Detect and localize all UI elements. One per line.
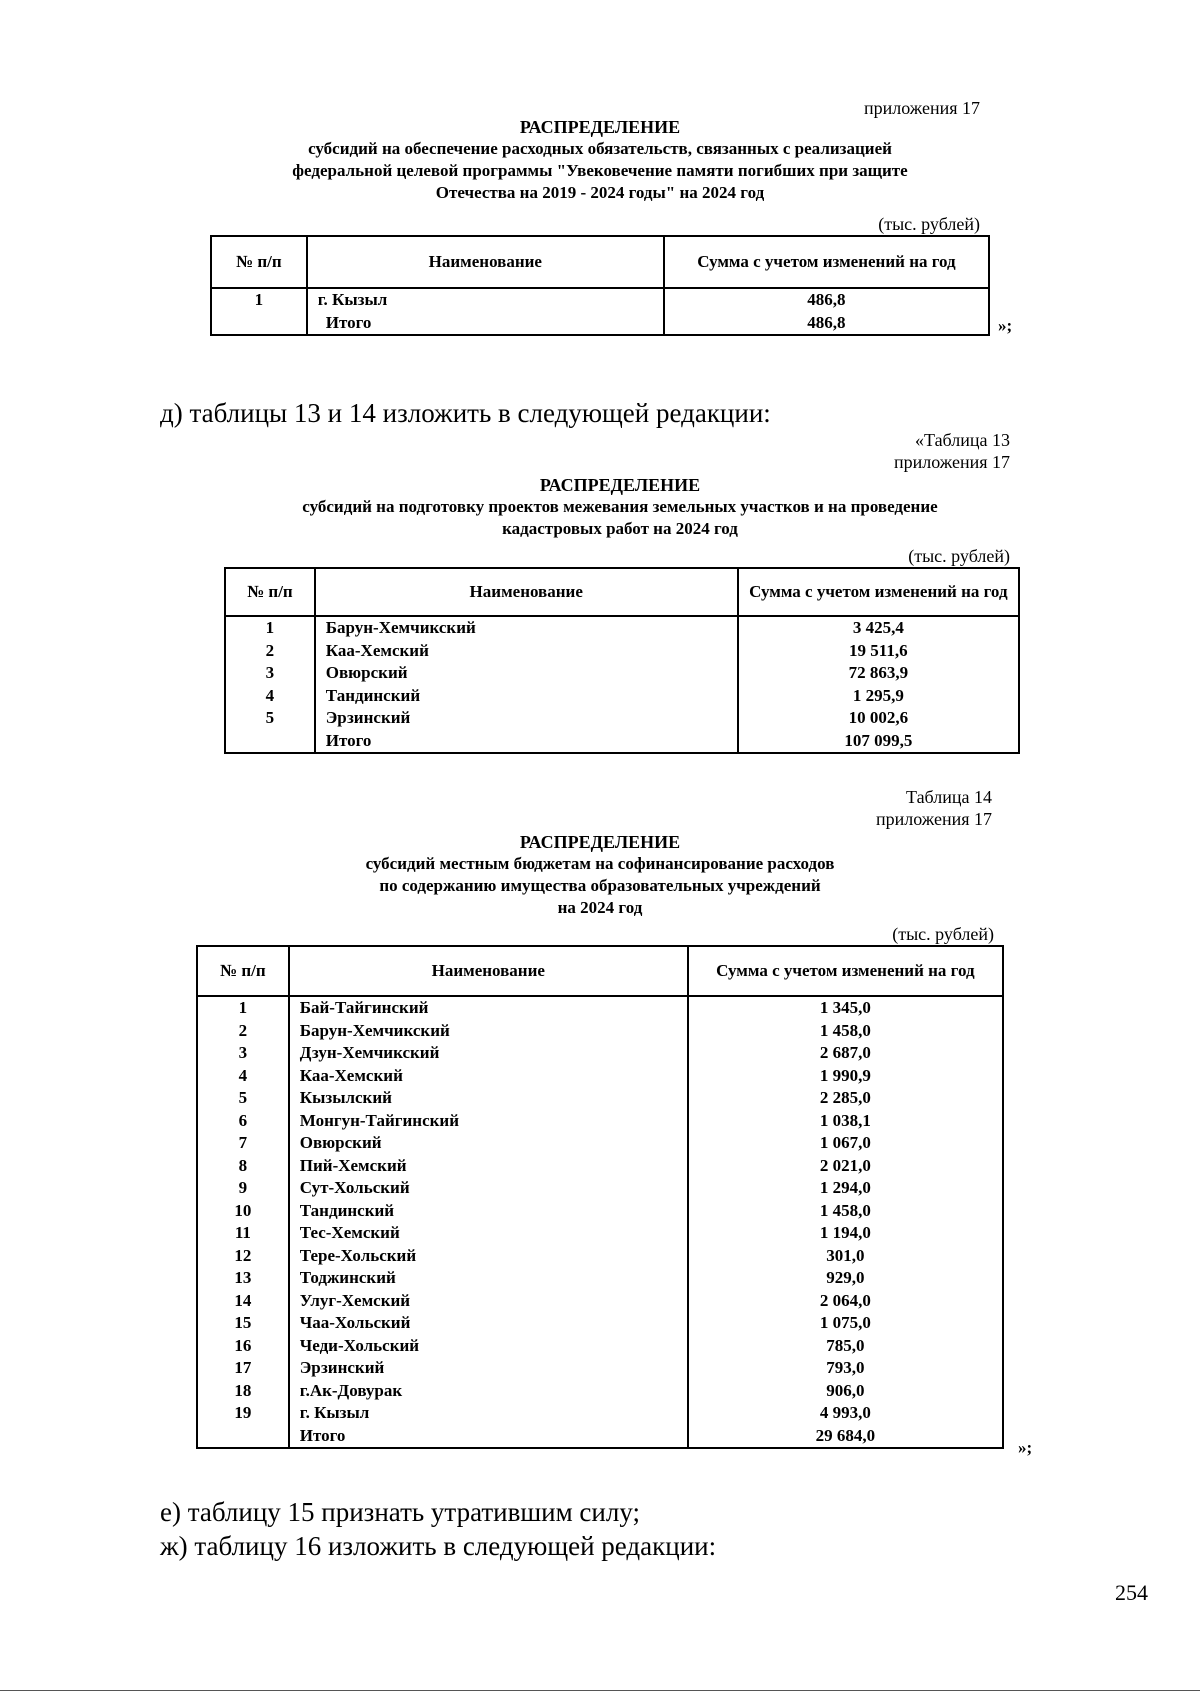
table-row — [197, 1065, 1003, 1088]
row-sum: 2 021,0 — [688, 1155, 1003, 1178]
table12-closing-quote: »; — [998, 316, 1013, 335]
row-sum: 785,0 — [688, 1335, 1003, 1358]
row-sum: 4 993,0 — [688, 1402, 1003, 1425]
table12-unit: (тыс. рублей) — [878, 214, 980, 234]
total-sum: 107 099,5 — [738, 730, 1019, 754]
row-sum: 1 295,9 — [738, 685, 1019, 708]
row-name: Тандинский — [289, 1200, 688, 1223]
table12-subtitle-line: субсидий на обеспечение расходных обязательств, связанных с реализацией — [308, 139, 892, 158]
row-name: Сут-Хольский — [289, 1177, 688, 1200]
table13 — [224, 567, 1020, 754]
paragraph-zh: ж) таблицу 16 изложить в следующей редакции: — [160, 1531, 717, 1561]
row-num: 14 — [197, 1290, 289, 1313]
row-name: Тандинский — [315, 685, 738, 708]
row-sum: 793,0 — [688, 1357, 1003, 1380]
row-num: 18 — [197, 1380, 289, 1403]
row-num: 8 — [197, 1155, 289, 1178]
table12-header-row — [211, 236, 989, 288]
table12-heading — [160, 116, 1040, 204]
paragraph-d: д) таблицы 13 и 14 изложить в следующей редакции: — [160, 398, 771, 428]
table-row — [197, 1155, 1003, 1178]
row-name: Эрзинский — [315, 707, 738, 730]
row-name: Овюрский — [315, 662, 738, 685]
row-num: 10 — [197, 1200, 289, 1223]
paragraph-e: е) таблицу 15 признать утратившим силу; — [160, 1497, 640, 1527]
row-name: Тес-Хемский — [289, 1222, 688, 1245]
table-total-row — [225, 730, 1019, 754]
row-num: 5 — [197, 1087, 289, 1110]
table14-heading — [160, 831, 1040, 919]
table-row — [197, 1380, 1003, 1403]
row-name: Монгун-Тайгинский — [289, 1110, 688, 1133]
row-name: Чаа-Хольский — [289, 1312, 688, 1335]
row-sum: 2 285,0 — [688, 1087, 1003, 1110]
table14-subtitle-line: субсидий местным бюджетам на софинансирование расходов — [365, 854, 835, 873]
table14-subtitle-line: по содержанию имущества образовательных учреждений — [379, 876, 821, 895]
table13-label: «Таблица 13 — [915, 430, 1010, 450]
row-sum: 1 458,0 — [688, 1200, 1003, 1223]
row-num-empty — [225, 730, 315, 754]
row-name: Эрзинский — [289, 1357, 688, 1380]
table-row — [197, 1132, 1003, 1155]
row-num: 9 — [197, 1177, 289, 1200]
table13-subtitle-line: субсидий на подготовку проектов межевания земельных участков и на проведение — [302, 497, 938, 516]
table14-subtitle-line: на 2024 год — [557, 898, 643, 917]
table13-title: РАСПРЕДЕЛЕНИЕ — [539, 475, 701, 495]
total-label: Итого — [289, 1425, 688, 1449]
table14-label: Таблица 14 — [906, 787, 992, 807]
row-num: 16 — [197, 1335, 289, 1358]
row-num: 1 — [197, 996, 289, 1020]
table-row — [197, 1357, 1003, 1380]
table-row — [197, 1312, 1003, 1335]
total-label: Итого — [307, 312, 664, 336]
row-name: Пий-Хемский — [289, 1155, 688, 1178]
row-sum: 3 425,4 — [738, 616, 1019, 640]
table-row — [197, 996, 1003, 1020]
row-num: 19 — [197, 1402, 289, 1425]
table-row — [197, 1267, 1003, 1290]
col-header-name: Наименование — [315, 568, 738, 616]
col-header-name: Наименование — [289, 946, 688, 996]
row-sum: 906,0 — [688, 1380, 1003, 1403]
row-num: 17 — [197, 1357, 289, 1380]
row-sum: 1 067,0 — [688, 1132, 1003, 1155]
row-sum: 1 990,9 — [688, 1065, 1003, 1088]
row-name: г. Кызыл — [289, 1402, 688, 1425]
row-num: 15 — [197, 1312, 289, 1335]
table14-header-row — [197, 946, 1003, 996]
table-row — [225, 685, 1019, 708]
scan-edge-line — [0, 1690, 1200, 1691]
total-sum: 29 684,0 — [688, 1425, 1003, 1449]
table-row — [225, 640, 1019, 663]
row-num-empty — [197, 1425, 289, 1449]
table13-unit: (тыс. рублей) — [908, 546, 1010, 566]
row-sum: 1 194,0 — [688, 1222, 1003, 1245]
table-total-row — [211, 312, 989, 336]
table14-closing-quote: »; — [1018, 1438, 1033, 1457]
row-name: Тере-Хольский — [289, 1245, 688, 1268]
table-row — [197, 1290, 1003, 1313]
table-row — [197, 1245, 1003, 1268]
table-row — [211, 288, 989, 312]
row-num: 1 — [225, 616, 315, 640]
row-name: г.Ак-Довурак — [289, 1380, 688, 1403]
row-num: 3 — [225, 662, 315, 685]
row-sum: 1 075,0 — [688, 1312, 1003, 1335]
table-row — [197, 1222, 1003, 1245]
row-num: 13 — [197, 1267, 289, 1290]
page-number: 254 — [1115, 1580, 1148, 1605]
row-name: Барун-Хемчикский — [315, 616, 738, 640]
table14-ref: приложения 17 — [875, 809, 992, 829]
row-name: Каа-Хемский — [315, 640, 738, 663]
row-name: Чеди-Хольский — [289, 1335, 688, 1358]
row-num: 2 — [225, 640, 315, 663]
table12-title: РАСПРЕДЕЛЕНИЕ — [519, 117, 681, 137]
row-sum: 1 458,0 — [688, 1020, 1003, 1043]
table12-subtitle-line: федеральной целевой программы "Увековечение памяти погибших при защите — [292, 161, 908, 180]
col-header-num: № п/п — [225, 568, 315, 616]
table13-ref: приложения 17 — [893, 452, 1010, 472]
table-row — [225, 707, 1019, 730]
row-name: Барун-Хемчикский — [289, 1020, 688, 1043]
row-num: 1 — [211, 288, 307, 312]
col-header-num: № п/п — [211, 236, 307, 288]
row-num: 3 — [197, 1042, 289, 1065]
row-num-empty — [211, 312, 307, 336]
row-sum: 10 002,6 — [738, 707, 1019, 730]
row-num: 7 — [197, 1132, 289, 1155]
row-sum: 2 687,0 — [688, 1042, 1003, 1065]
table14-unit: (тыс. рублей) — [892, 924, 994, 944]
row-sum: 486,8 — [664, 288, 989, 312]
row-num: 4 — [225, 685, 315, 708]
col-header-sum: Сумма с учетом изменений на год — [738, 568, 1019, 616]
total-label: Итого — [315, 730, 738, 754]
row-sum: 72 863,9 — [738, 662, 1019, 685]
row-name: Кызылский — [289, 1087, 688, 1110]
table12-ref: приложения 17 — [863, 98, 980, 118]
col-header-name: Наименование — [307, 236, 664, 288]
table12-subtitle-line: Отечества на 2019 - 2024 годы" на 2024 год — [435, 183, 765, 202]
table14-title: РАСПРЕДЕЛЕНИЕ — [519, 832, 681, 852]
row-name: Каа-Хемский — [289, 1065, 688, 1088]
table-row — [197, 1200, 1003, 1223]
row-name: Овюрский — [289, 1132, 688, 1155]
table13-header-row — [225, 568, 1019, 616]
col-header-num: № п/п — [197, 946, 289, 996]
row-num: 11 — [197, 1222, 289, 1245]
table-row — [197, 1042, 1003, 1065]
row-name: Бай-Тайгинский — [289, 996, 688, 1020]
row-sum: 301,0 — [688, 1245, 1003, 1268]
table13-subtitle-line: кадастровых работ на 2024 год — [502, 519, 738, 538]
table-row — [197, 1087, 1003, 1110]
row-sum: 2 064,0 — [688, 1290, 1003, 1313]
row-sum: 1 345,0 — [688, 996, 1003, 1020]
table13-heading — [180, 474, 1060, 540]
row-num: 12 — [197, 1245, 289, 1268]
col-header-sum: Сумма с учетом изменений на год — [688, 946, 1003, 996]
table-row — [225, 662, 1019, 685]
total-sum: 486,8 — [664, 312, 989, 336]
row-name: Тоджинский — [289, 1267, 688, 1290]
table14 — [196, 945, 1004, 1449]
row-num: 5 — [225, 707, 315, 730]
table-row — [197, 1402, 1003, 1425]
row-sum: 1 294,0 — [688, 1177, 1003, 1200]
row-sum: 929,0 — [688, 1267, 1003, 1290]
table-row — [197, 1110, 1003, 1133]
row-name: г. Кызыл — [307, 288, 664, 312]
row-num: 4 — [197, 1065, 289, 1088]
row-name: Дзун-Хемчикский — [289, 1042, 688, 1065]
row-sum: 19 511,6 — [738, 640, 1019, 663]
table-row — [197, 1335, 1003, 1358]
row-sum: 1 038,1 — [688, 1110, 1003, 1133]
table-row — [225, 616, 1019, 640]
row-num: 2 — [197, 1020, 289, 1043]
col-header-sum: Сумма с учетом изменений на год — [664, 236, 989, 288]
table-total-row — [197, 1425, 1003, 1449]
row-num: 6 — [197, 1110, 289, 1133]
table12 — [210, 235, 990, 336]
table-row — [197, 1177, 1003, 1200]
table-row — [197, 1020, 1003, 1043]
row-name: Улуг-Хемский — [289, 1290, 688, 1313]
